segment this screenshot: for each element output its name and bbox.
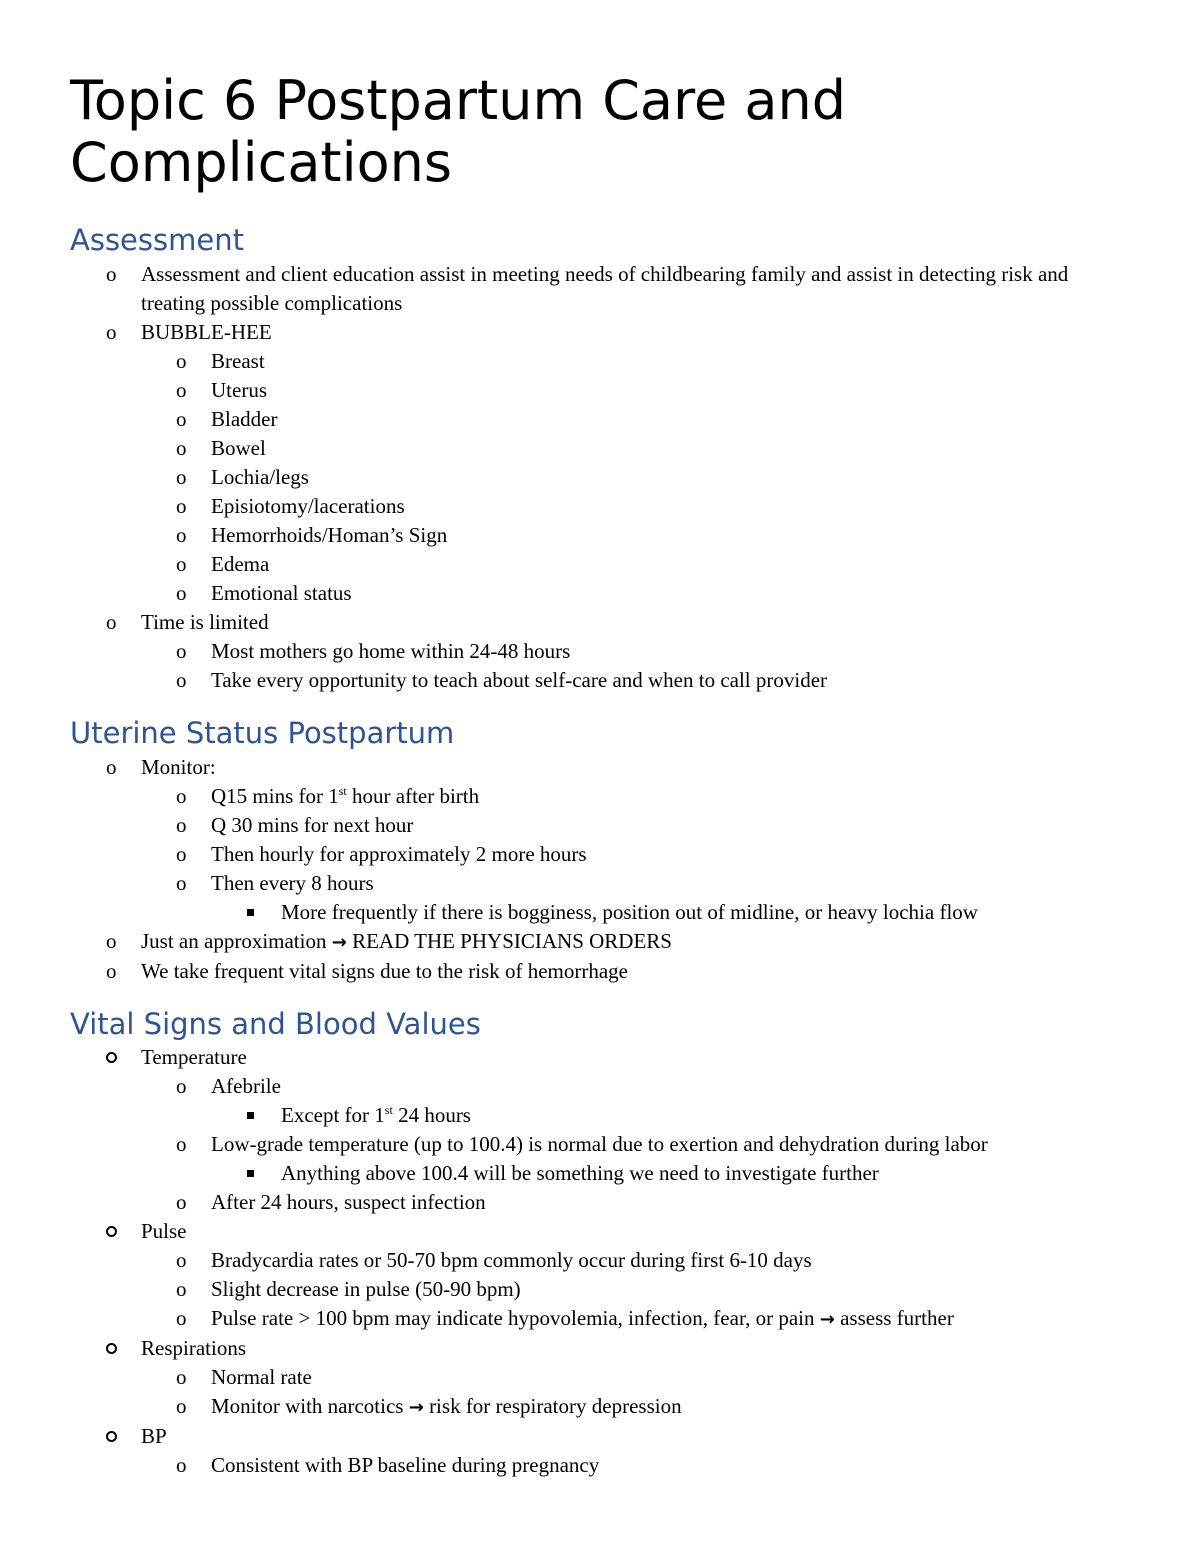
- ring-bullet-icon: [106, 1226, 117, 1237]
- bullet-icon: [176, 376, 187, 405]
- page-title: Topic 6 Postpartum Care and Complications: [70, 69, 847, 194]
- bullet-icon: [176, 1363, 187, 1392]
- arrow-right-icon: →: [331, 932, 347, 953]
- list-item: More frequently if there is bogginess, position out of midline, or heavy lochia flow: [0, 898, 1130, 927]
- bullet-icon: [176, 666, 187, 695]
- vitals-list: [0, 1043, 1130, 1480]
- bullet-icon: [176, 782, 187, 811]
- list-item: o Lochia/legs: [0, 463, 1130, 492]
- bullet-icon: [176, 1304, 187, 1333]
- list-item: o Breast: [0, 347, 1130, 376]
- list-item: o Low-grade temperature (up to 100.4) is normal due to exertion and dehydration during labor: [0, 1130, 1130, 1159]
- bullet-icon: [176, 869, 187, 898]
- list-item: o Monitor:: [0, 753, 1130, 782]
- ring-bullet-icon: [106, 1052, 117, 1063]
- list-item: o Consistent with BP baseline during pregnancy: [0, 1451, 1130, 1480]
- bullet-icon: [106, 957, 117, 986]
- list-item: o Q15 mins for 1st hour after birth: [0, 782, 1130, 811]
- list-item: o Take every opportunity to teach about self-care and when to call provider: [0, 666, 1130, 695]
- list-item: o Q 30 mins for next hour: [0, 811, 1130, 840]
- list-item: o Hemorrhoids/Homan’s Sign: [0, 521, 1130, 550]
- list-item: o Normal rate: [0, 1363, 1130, 1392]
- list-item: o Bowel: [0, 434, 1130, 463]
- bullet-icon: [106, 318, 117, 347]
- ring-bullet-icon: [106, 1343, 117, 1354]
- list-item: o Emotional status: [0, 579, 1130, 608]
- list-item: Temperature: [0, 1043, 1130, 1072]
- bullet-icon: [176, 1246, 187, 1275]
- bullet-icon: [106, 608, 117, 637]
- list-item: Respirations: [0, 1334, 1130, 1363]
- arrow-right-icon: →: [819, 1309, 835, 1330]
- bullet-icon: [176, 550, 187, 579]
- list-item: o Episiotomy/lacerations: [0, 492, 1130, 521]
- bullet-icon: [106, 927, 117, 956]
- square-bullet-icon: [247, 1112, 254, 1119]
- bullet-icon: [176, 521, 187, 550]
- bullet-icon: [176, 1130, 187, 1159]
- uterine-list: [0, 753, 1130, 986]
- bullet-icon: [176, 1072, 187, 1101]
- bullet-icon: [176, 1275, 187, 1304]
- bullet-icon: [106, 260, 117, 289]
- ring-bullet-icon: [106, 1431, 117, 1442]
- square-bullet-icon: [247, 1170, 254, 1177]
- list-item: BP: [0, 1422, 1130, 1451]
- square-bullet-icon: [247, 909, 254, 916]
- list-item: o Bradycardia rates or 50-70 bpm commonly occur during first 6-10 days: [0, 1246, 1130, 1275]
- list-item: o We take frequent vital signs due to the risk of hemorrhage: [0, 957, 1130, 986]
- bullet-icon: [176, 579, 187, 608]
- list-item: o Then every 8 hours: [0, 869, 1130, 898]
- bullet-icon: [176, 637, 187, 666]
- bullet-icon: [176, 463, 187, 492]
- arrow-right-icon: →: [408, 1397, 424, 1418]
- bullet-icon: [176, 434, 187, 463]
- list-item: o Then hourly for approximately 2 more hours: [0, 840, 1130, 869]
- list-item: Except for 1st 24 hours: [0, 1101, 1130, 1130]
- list-item: Anything above 100.4 will be something we need to investigate further: [0, 1159, 1130, 1188]
- list-item: o Pulse rate > 100 bpm may indicate hypovolemia, infection, fear, or pain → assess further: [0, 1304, 1130, 1334]
- bullet-icon: [106, 753, 117, 782]
- list-item: o Most mothers go home within 24-48 hours: [0, 637, 1130, 666]
- assessment-list: [0, 260, 1130, 695]
- bullet-icon: [176, 1188, 187, 1217]
- list-item: o Edema: [0, 550, 1130, 579]
- list-item: o Monitor with narcotics → risk for respiratory depression: [0, 1392, 1130, 1422]
- list-item: o Uterus: [0, 376, 1130, 405]
- bullet-icon: [176, 347, 187, 376]
- heading-assessment: Assessment: [70, 223, 244, 257]
- heading-uterine-status: Uterine Status Postpartum: [70, 716, 455, 750]
- list-item: o Afebrile: [0, 1072, 1130, 1101]
- heading-vital-signs: Vital Signs and Blood Values: [70, 1007, 481, 1041]
- bullet-icon: [176, 405, 187, 434]
- list-item: o Bladder: [0, 405, 1130, 434]
- bullet-icon: [176, 811, 187, 840]
- bullet-icon: [176, 1392, 187, 1421]
- bullet-icon: [176, 840, 187, 869]
- bullet-icon: [176, 492, 187, 521]
- list-item: Pulse: [0, 1217, 1130, 1246]
- list-item: o After 24 hours, suspect infection: [0, 1188, 1130, 1217]
- list-item: o Assessment and client education assist in meeting needs of childbearing family and assist in detecting risk and treating possible complications: [0, 260, 1130, 318]
- list-item: o Slight decrease in pulse (50-90 bpm): [0, 1275, 1130, 1304]
- bullet-icon: [176, 1451, 187, 1480]
- list-item: o Just an approximation → READ THE PHYSICIANS ORDERS: [0, 927, 1130, 957]
- list-item: o BUBBLE-HEE: [0, 318, 1130, 347]
- list-item: o Time is limited: [0, 608, 1130, 637]
